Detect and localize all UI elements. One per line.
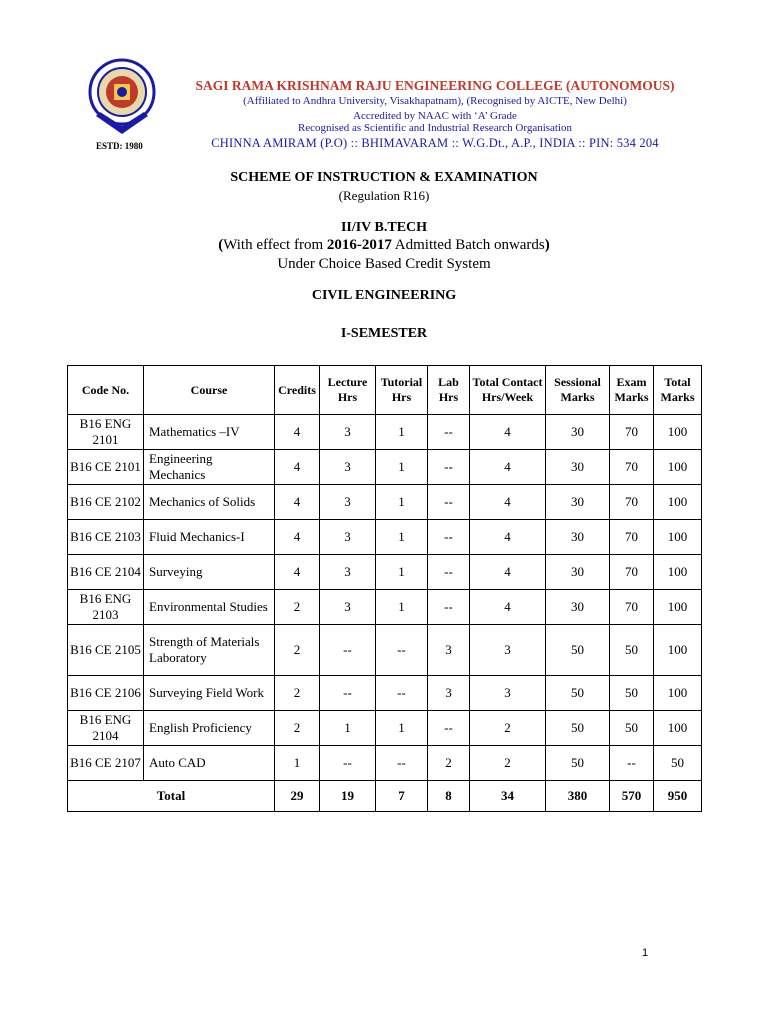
cell-exam: 70: [610, 520, 654, 555]
cell-course: English Proficiency: [144, 711, 275, 746]
cell-tutorial: 1: [376, 450, 428, 485]
cell-total: 100: [654, 590, 702, 625]
cell-code: B16 ENG 2104: [68, 711, 144, 746]
cell-exam: 50: [610, 625, 654, 676]
cell-contact: 3: [470, 625, 546, 676]
semester-title: I-SEMESTER: [340, 326, 428, 341]
cell-tutorial: --: [376, 625, 428, 676]
cell-total: 100: [654, 485, 702, 520]
cell-lab: 3: [428, 676, 470, 711]
cell-total: 100: [654, 520, 702, 555]
cell-lab: --: [428, 555, 470, 590]
effect-close: ): [544, 237, 550, 253]
cell-contact: 2: [470, 746, 546, 781]
total-row: [68, 781, 702, 812]
cell-lab: --: [428, 590, 470, 625]
cell-lecture: 3: [320, 415, 376, 450]
established-year: ESTD: 1980: [96, 141, 143, 151]
cell-tutorial: 1: [376, 415, 428, 450]
cell-exam: 70: [610, 555, 654, 590]
table-header-row: [68, 366, 702, 415]
cell-credits: 4: [275, 555, 320, 590]
cell-contact: 4: [470, 450, 546, 485]
cell-contact: 4: [470, 555, 546, 590]
header-contact: Total Contact Hrs/Week: [470, 366, 546, 415]
cell-sessional: 30: [546, 520, 610, 555]
cell-sessional: 30: [546, 415, 610, 450]
total-lab: 8: [428, 781, 470, 812]
cell-contact: 4: [470, 520, 546, 555]
cell-tutorial: 1: [376, 555, 428, 590]
cell-sessional: 30: [546, 590, 610, 625]
cell-total: 50: [654, 746, 702, 781]
address-line: CHINNA AMIRAM (P.O) :: BHIMAVARAM :: W.G.Dt., A.P., INDIA :: PIN: 534 204: [211, 136, 659, 150]
cell-exam: --: [610, 746, 654, 781]
effect-year: 2016-2017: [326, 237, 392, 253]
header-lab: Lab Hrs: [428, 366, 470, 415]
total-lecture: 19: [320, 781, 376, 812]
cell-exam: 70: [610, 450, 654, 485]
cell-total: 100: [654, 625, 702, 676]
effect-text: With effect from: [223, 237, 327, 253]
cell-total: 100: [654, 711, 702, 746]
cell-sessional: 50: [546, 625, 610, 676]
total-credits: 29: [275, 781, 320, 812]
cell-tutorial: 1: [376, 520, 428, 555]
header-exam: Exam Marks: [610, 366, 654, 415]
cell-credits: 2: [275, 676, 320, 711]
table-row: [68, 746, 702, 781]
cell-code: B16 CE 2107: [68, 746, 144, 781]
cell-sessional: 50: [546, 676, 610, 711]
cell-tutorial: 1: [376, 485, 428, 520]
cell-contact: 2: [470, 711, 546, 746]
cell-code: B16 CE 2106: [68, 676, 144, 711]
cell-total: 100: [654, 450, 702, 485]
effect-open: (: [218, 237, 224, 253]
table-row: [68, 485, 702, 520]
cell-lab: --: [428, 485, 470, 520]
header-sessional: Sessional Marks: [546, 366, 610, 415]
table-row: [68, 555, 702, 590]
recognition-line: Recognised as Scientific and Industrial Research Organisation: [297, 122, 573, 134]
table-row: [68, 711, 702, 746]
cell-sessional: 30: [546, 485, 610, 520]
cell-contact: 4: [470, 415, 546, 450]
table-row: [68, 676, 702, 711]
cell-total: 100: [654, 555, 702, 590]
cell-contact: 3: [470, 676, 546, 711]
cell-tutorial: --: [376, 746, 428, 781]
cell-credits: 4: [275, 485, 320, 520]
cell-contact: 4: [470, 485, 546, 520]
branch-title: CIVIL ENGINEERING: [311, 288, 457, 303]
cell-credits: 2: [275, 625, 320, 676]
header-lecture: Lecture Hrs: [320, 366, 376, 415]
table-row: [68, 590, 702, 625]
cell-course: Engineering Mechanics: [144, 450, 275, 485]
cell-code: B16 CE 2102: [68, 485, 144, 520]
cell-tutorial: 1: [376, 711, 428, 746]
cell-lecture: 1: [320, 711, 376, 746]
cell-exam: 70: [610, 590, 654, 625]
total-sessional: 380: [546, 781, 610, 812]
cell-course: Fluid Mechanics-I: [144, 520, 275, 555]
cell-credits: 4: [275, 520, 320, 555]
cell-total: 100: [654, 415, 702, 450]
cell-lab: --: [428, 520, 470, 555]
cell-lecture: --: [320, 625, 376, 676]
table-row: [68, 415, 702, 450]
cell-lab: --: [428, 450, 470, 485]
cell-lecture: 3: [320, 590, 376, 625]
page-number: 1: [642, 947, 649, 959]
header-credits: Credits: [275, 366, 320, 415]
total-tutorial: 7: [376, 781, 428, 812]
cell-sessional: 50: [546, 746, 610, 781]
cell-code: B16 CE 2104: [68, 555, 144, 590]
scheme-title: SCHEME OF INSTRUCTION & EXAMINATION: [230, 170, 538, 185]
cell-course: Mechanics of Solids: [144, 485, 275, 520]
cell-exam: 50: [610, 711, 654, 746]
affiliation-line: (Affiliated to Andhra University, Visakhapatnam), (Recognised by AICTE, New Delhi): [243, 95, 627, 107]
cell-credits: 4: [275, 415, 320, 450]
effect-post: Admitted Batch onwards: [391, 237, 545, 253]
cbcs-line: Under Choice Based Credit System: [277, 256, 491, 272]
cell-code: B16 ENG 2103: [68, 590, 144, 625]
table-row: [68, 625, 702, 676]
cell-exam: 70: [610, 485, 654, 520]
cell-course: Mathematics –IV: [144, 415, 275, 450]
cell-lecture: 3: [320, 485, 376, 520]
cell-credits: 4: [275, 450, 320, 485]
scheme-table: [67, 365, 702, 812]
cell-code: B16 ENG 2101: [68, 415, 144, 450]
cell-credits: 2: [275, 711, 320, 746]
regulation: (Regulation R16): [338, 188, 430, 203]
cell-code: B16 CE 2103: [68, 520, 144, 555]
college-logo: [88, 58, 156, 140]
cell-sessional: 30: [546, 450, 610, 485]
cell-lecture: 3: [320, 450, 376, 485]
cell-contact: 4: [470, 590, 546, 625]
cell-lab: 2: [428, 746, 470, 781]
cell-lecture: --: [320, 746, 376, 781]
effect-line: [0, 237, 768, 254]
year-title: II/IV B.TECH: [340, 220, 428, 235]
cell-tutorial: 1: [376, 590, 428, 625]
cell-course: Auto CAD: [144, 746, 275, 781]
cell-total: 100: [654, 676, 702, 711]
cell-lab: --: [428, 415, 470, 450]
total-label: Total: [68, 781, 275, 812]
cell-lecture: 3: [320, 520, 376, 555]
cell-course: Strength of Materials Laboratory: [144, 625, 275, 676]
total-marks: 950: [654, 781, 702, 812]
cell-course: Environmental Studies: [144, 590, 275, 625]
table-row: [68, 520, 702, 555]
total-contact: 34: [470, 781, 546, 812]
cell-lecture: --: [320, 676, 376, 711]
cell-lecture: 3: [320, 555, 376, 590]
cell-exam: 70: [610, 415, 654, 450]
cell-lab: --: [428, 711, 470, 746]
cell-tutorial: --: [376, 676, 428, 711]
cell-code: B16 CE 2105: [68, 625, 144, 676]
cell-course: Surveying Field Work: [144, 676, 275, 711]
header-course: Course: [144, 366, 275, 415]
cell-code: B16 CE 2101: [68, 450, 144, 485]
header-tutorial: Tutorial Hrs: [376, 366, 428, 415]
accreditation-line: Accredited by NAAC with ‘A’ Grade: [353, 110, 517, 122]
cell-credits: 1: [275, 746, 320, 781]
college-name: SAGI RAMA KRISHNAM RAJU ENGINEERING COLLEGE (AUTONOMOUS): [195, 78, 675, 93]
cell-credits: 2: [275, 590, 320, 625]
cell-sessional: 50: [546, 711, 610, 746]
cell-course: Surveying: [144, 555, 275, 590]
header-code: Code No.: [68, 366, 144, 415]
header-total: Total Marks: [654, 366, 702, 415]
cell-exam: 50: [610, 676, 654, 711]
cell-sessional: 30: [546, 555, 610, 590]
cell-lab: 3: [428, 625, 470, 676]
total-exam: 570: [610, 781, 654, 812]
table-row: [68, 450, 702, 485]
